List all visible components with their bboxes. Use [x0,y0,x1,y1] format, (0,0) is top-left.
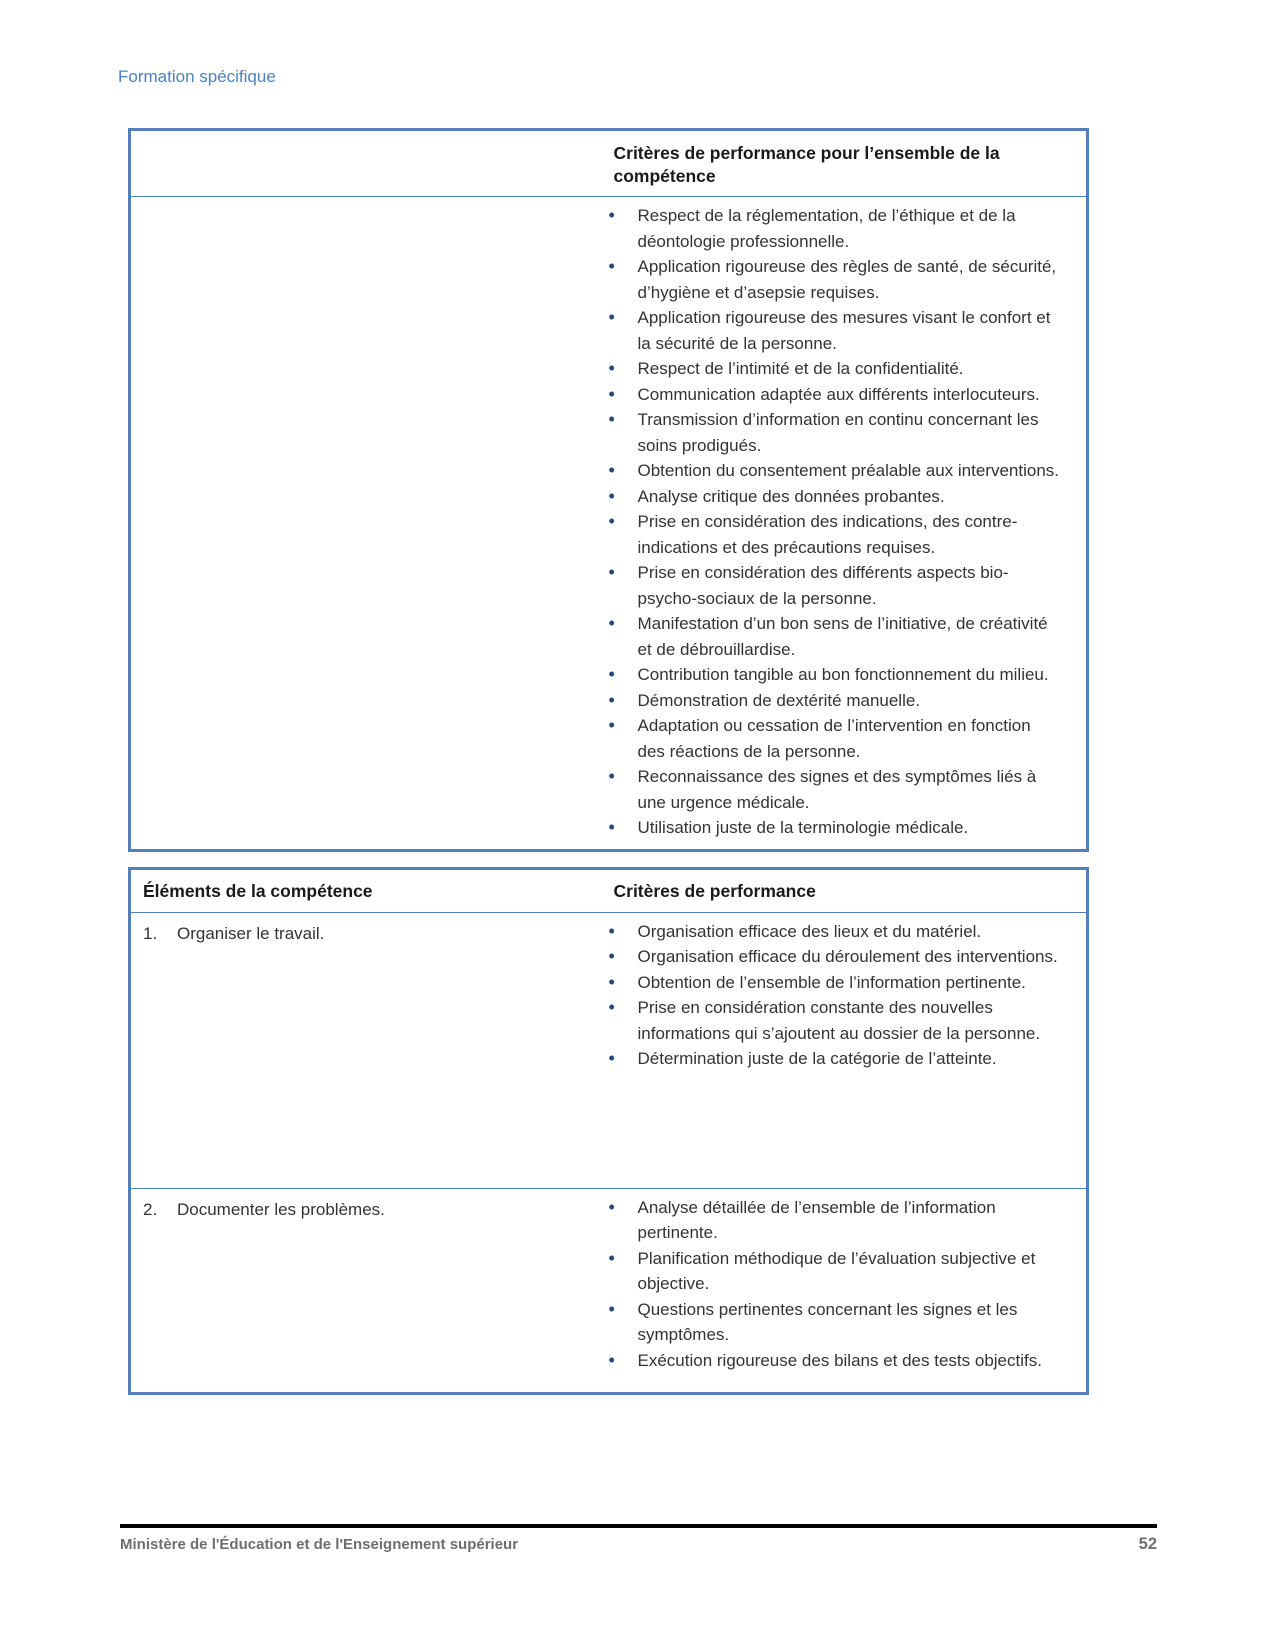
elements-header-row [130,868,1088,912]
criteria-item: • Application rigoureuse des mesures visant le confort et la sécurité de la personne. [602,305,1087,356]
criteria-item: • Exécution rigoureuse des bilans et des tests objectifs. [602,1348,1087,1374]
criteria-item: • Application rigoureuse des règles de santé, de sécurité, d’hygiène et d’asepsie requises. [602,254,1087,305]
criteria-item: • Utilisation juste de la terminologie médicale. [602,815,1087,841]
criteria-item: • Analyse détaillée de l’ensemble de l’information pertinente. [602,1195,1087,1246]
element-number: 2. [143,1199,158,1219]
performance-criteria-header: Critères de performance [602,868,1088,912]
overall-criteria-header-row [130,130,1088,197]
criteria-item: • Respect de l’intimité et de la confidentialité. [602,356,1087,382]
page-content [128,128,1086,1395]
overall-criteria-body-row [130,197,1088,851]
criteria-item: • Obtention du consentement préalable aux interventions. [602,458,1087,484]
criteria-item: • Obtention de l’ensemble de l’information pertinente. [602,970,1087,996]
criteria-item: • Détermination juste de la catégorie de l’atteinte. [602,1046,1087,1072]
page-footer [120,1524,1157,1554]
criteria-item: • Prise en considération des indications, des contre-indications et des précautions requises. [602,509,1087,560]
elements-table [128,867,1089,1395]
table-row-documenter-les-problemes [130,1188,1088,1393]
element-number: 1. [143,923,158,943]
table-row-organiser-le-travail [130,912,1088,1188]
overall-criteria-list [602,197,1087,849]
criteria-item: • Adaptation ou cessation de l’intervention en fonction des réactions de la personne. [602,713,1087,764]
element-label: Organiser le travail. [177,923,325,943]
criteria-item: • Communication adaptée aux différents interlocuteurs. [602,382,1087,408]
footer-ministry: Ministère de l'Éducation et de l'Enseignement supérieur [120,1536,519,1553]
overall-criteria-cell [602,197,1088,851]
row1-criteria-list [602,913,1087,1080]
page-number: 52 [1138,1535,1157,1553]
criteria-cell [602,912,1088,1188]
element-line [143,1197,592,1223]
overall-criteria-empty-header-cell [130,130,602,197]
element-line [143,921,592,947]
overall-criteria-header: Critères de performance pour l’ensemble de la compétence [602,130,1088,197]
criteria-item: • Organisation efficace des lieux et du matériel. [602,919,1087,945]
element-cell [130,1188,602,1393]
criteria-item: • Analyse critique des données probantes. [602,484,1087,510]
criteria-item: • Reconnaissance des signes et des symptômes liés à une urgence médicale. [602,764,1087,815]
elements-table-wrapper [128,867,1086,1395]
criteria-item: • Planification méthodique de l’évaluation subjective et objective. [602,1246,1087,1297]
elements-header: Éléments de la compétence [130,868,602,912]
running-header: Formation spécifique [118,67,276,86]
criteria-item: • Questions pertinentes concernant les signes et les symptômes. [602,1297,1087,1348]
element-cell [130,912,602,1188]
criteria-item: • Prise en considération constante des nouvelles informations qui s’ajoutent au dossier de la personne. [602,995,1087,1046]
criteria-item: • Contribution tangible au bon fonctionnement du milieu. [602,662,1087,688]
overall-criteria-empty-cell [130,197,602,851]
criteria-cell [602,1188,1088,1393]
row2-criteria-list [602,1189,1087,1382]
element-label: Documenter les problèmes. [177,1199,385,1219]
criteria-item: • Organisation efficace du déroulement des interventions. [602,944,1087,970]
overall-criteria-table [128,128,1089,852]
criteria-item: • Démonstration de dextérité manuelle. [602,688,1087,714]
criteria-item: • Respect de la réglementation, de l’éthique et de la déontologie professionnelle. [602,203,1087,254]
criteria-item: • Transmission d’information en continu concernant les soins prodigués. [602,407,1087,458]
criteria-item: • Prise en considération des différents aspects bio-psycho-sociaux de la personne. [602,560,1087,611]
criteria-item: • Manifestation d’un bon sens de l’initiative, de créativité et de débrouillardise. [602,611,1087,662]
